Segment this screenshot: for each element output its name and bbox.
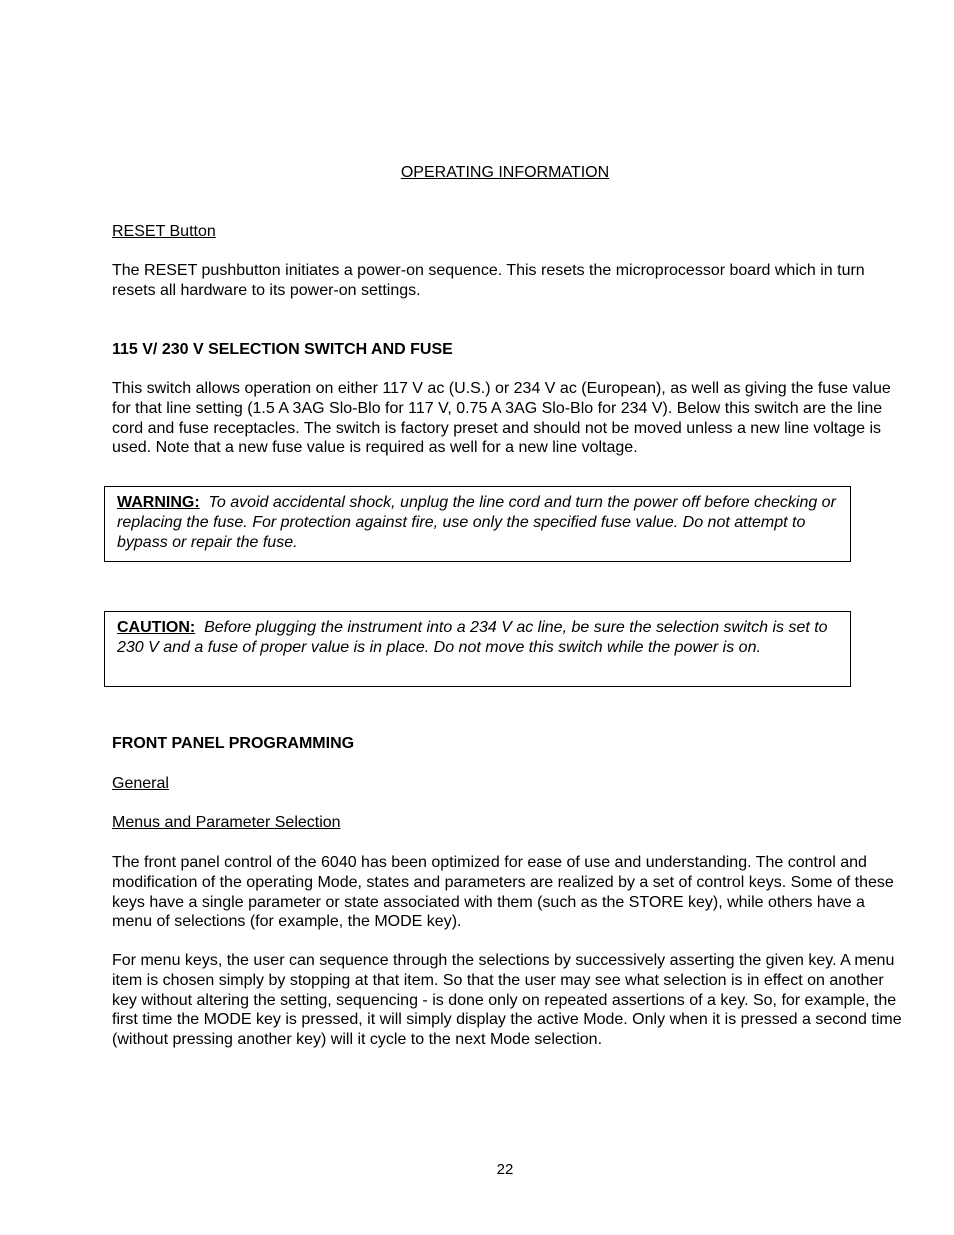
warning-text: To avoid accidental shock, unplug the line cord and turn the power off before checking or replacing the fuse. For protection against fire, use only the specified fuse value. Do not attempt to bypass or repair the fuse. — [117, 494, 836, 551]
front-panel-paragraph-2: For menu keys, the user can sequence through the selections by successively asserting the given key. A menu item is chosen simply by stopping at that item. So that the user may see what selection is in effect on another key without altering the setting, sequencing - is done only on repeated assertions of a key. So, for example, the first time the MODE key is pressed, it will simply display the active Mode. Only when it is pressed a second time (without pressing another key) will it cycle to the next Mode selection. — [112, 952, 902, 1049]
caution-text: Before plugging the instrument into a 234 V ac line, be sure the selection switch is set to 230 V and a fuse of proper value is in place. Do not move this switch while the power is on. — [117, 619, 828, 656]
caution-box — [104, 611, 851, 687]
page-number: 22 — [496, 1161, 514, 1178]
warning-label: WARNING: — [117, 494, 200, 511]
menus-parameter-heading: Menus and Parameter Selection — [112, 814, 341, 831]
front-panel-paragraph-1: The front panel control of the 6040 has been optimized for ease of use and understanding. The control and modification of the operating Mode, states and parameters are realized by a set of control keys. Some of these keys have a single parameter or state associated with them (such as the STORE key), while others have a menu of selections (for example, the MODE key). — [112, 854, 894, 931]
page-title: OPERATING INFORMATION — [400, 164, 610, 181]
selection-switch-description: This switch allows operation on either 117 V ac (U.S.) or 234 V ac (European), as well as giving the fuse value for that line setting (1.5 A 3AG Slo-Blo for 117 V, 0.75 A 3AG Slo-Blo for 234 V). Below this switch are the line cord and fuse receptacles. The switch is factory preset and should not be moved unless a new line voltage is used. Note that a new fuse value is required as well for a new line voltage. — [112, 380, 891, 457]
front-panel-heading: FRONT PANEL PROGRAMMING — [112, 735, 355, 752]
selection-switch-heading: 115 V/ 230 V SELECTION SWITCH AND FUSE — [112, 341, 453, 358]
reset-button-description: The RESET pushbutton initiates a power-on sequence. This resets the microprocessor board which in turn resets all hardware to its power-on settings. — [112, 262, 865, 299]
caution-label: CAUTION: — [117, 619, 196, 636]
reset-button-heading: RESET Button — [112, 223, 216, 240]
warning-box — [104, 486, 851, 562]
general-heading: General — [112, 775, 169, 792]
